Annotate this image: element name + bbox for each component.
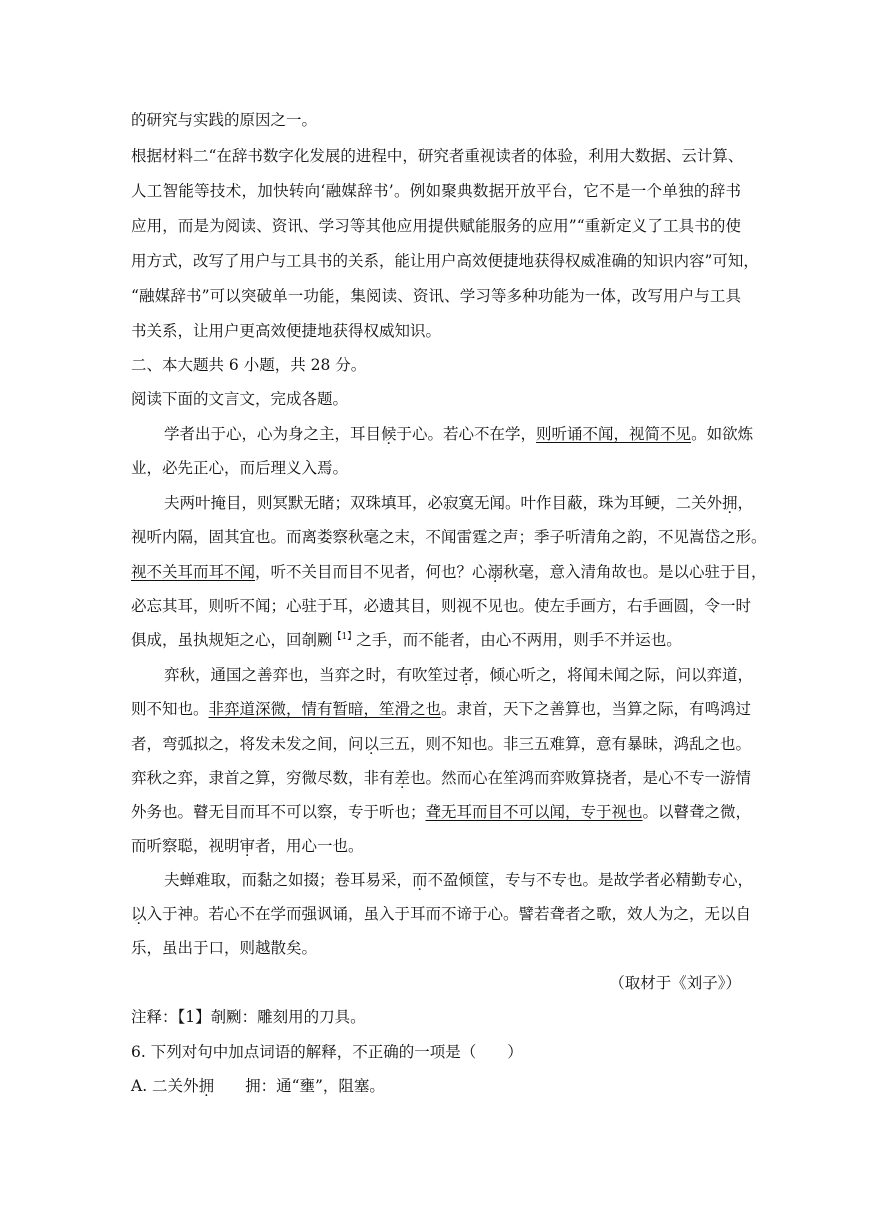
passage-text: 弈秋，通国之善弈也，当弈之时，有吹笙过 xyxy=(164,666,459,684)
passage-p1-line-1 xyxy=(164,424,754,444)
passage-p2-line-4: 必忘其耳，则听不闻；心驻于耳，必遗其目，则视不见也。使左手画方，右手画圆，令一时 xyxy=(131,597,752,615)
passage-p3-line-6 xyxy=(131,836,741,856)
passage-text: 。如欲炼 xyxy=(691,425,754,443)
dotted-word: 以 xyxy=(363,735,380,753)
dotted-word: 而 xyxy=(412,871,428,889)
option-text: 拥：通“壅”，阻塞。 xyxy=(214,1077,385,1095)
underlined-sentence: 聋无耳而目不可以闻，专于视也 xyxy=(425,803,643,821)
passage-text: 夫两叶掩目，则冥默无睹；双珠填耳，必寂寞无闻。叶作目蔽，珠为耳鲠，二关外 xyxy=(164,494,723,512)
passage-text: ，听不关目而目不见者，何也？心 xyxy=(255,563,488,581)
dotted-word: 候 xyxy=(381,425,397,443)
passage-text: 而听察聪，视明 xyxy=(131,837,240,855)
dotted-word: 审 xyxy=(239,837,256,855)
reading-instruction: 阅读下面的文言文，完成各题。 xyxy=(131,390,349,408)
passage-text: 外务也。瞽无目而耳不可以察，专于听也； xyxy=(131,803,426,821)
section-heading: 二、本大题共 6 小题，共 28 分。 xyxy=(131,356,367,374)
text-line-7: 书关系，让用户更高效便捷地获得权威知识。 xyxy=(131,322,442,340)
passage-text: 于心。若心不在学， xyxy=(396,425,537,443)
option-a xyxy=(131,1076,741,1096)
passage-p3-line-1 xyxy=(164,665,754,685)
dotted-word: 以 xyxy=(131,905,147,923)
text-line-5: 用方式，改写了用户与工具书的关系，能让用户高效便捷地获得权威准确的知识内容”可知， xyxy=(131,252,759,270)
source-citation: （取材于《刘子》） xyxy=(609,974,741,992)
passage-text: ， xyxy=(737,494,754,512)
footnote-marker: 【1】 xyxy=(332,631,357,642)
text-line-2: 根据材料二“在辞书数字化发展的进程中，研究者重视读者的体验，利用大数据、云计算、 xyxy=(131,147,744,165)
text-line-3: 人工智能等技术，加快转向‘融媒辞书’。例如聚典数据开放平台，它不是一个单独的辞书 xyxy=(131,182,741,200)
passage-p1-line-2: 业，必先正心，而后理义入焉。 xyxy=(131,459,349,477)
passage-p2-line-1 xyxy=(164,493,754,513)
passage-text: 者，弯弧拟之，将发未发之间，问 xyxy=(131,735,364,753)
text-line-6: “融媒辞书”可以突破单一功能，集阅读、资讯、学习等多种功能为一体，改写用户与工具 xyxy=(131,287,741,305)
passage-text: 则不知也。 xyxy=(131,700,209,718)
passage-p4-line-2 xyxy=(131,904,752,924)
passage-p4-line-1 xyxy=(164,870,754,890)
dotted-word: 者 xyxy=(458,666,475,684)
passage-p4-line-3: 乐，虽出于口，则越散矣。 xyxy=(131,939,318,957)
passage-p2-line-2: 视听内隔，固其宜也。而离娄察秋毫之末，不闻雷霆之声；季子听清角之韵，不见嵩岱之形。 xyxy=(131,528,767,546)
passage-text: 者，用心一也。 xyxy=(255,837,364,855)
underlined-sentence: 非弈道深微，情有暂暗，笙滑之也 xyxy=(208,700,442,718)
underlined-sentence: 则听诵不闻，视简不见 xyxy=(536,425,692,443)
passage-text: 三五，则不知也。非三五难算，意有暴昧，鸿乱之也。 xyxy=(379,735,752,753)
passage-p3-line-5 xyxy=(131,802,752,822)
passage-p2-line-3 xyxy=(131,562,767,582)
passage-text: 。隶首，天下之善算也，当算之际，有鸣鸿过 xyxy=(441,700,752,718)
passage-text: 。以瞽聋之微， xyxy=(642,803,752,821)
question-6: 6. 下列对句中加点词语的解释，不正确的一项是（ ） xyxy=(131,1043,523,1061)
passage-p3-line-2 xyxy=(131,699,752,719)
dotted-word: 溺 xyxy=(487,563,504,581)
passage-text: 夫蝉难取，而黏之如掇；卷耳易采， xyxy=(164,871,413,889)
dotted-word: 拥 xyxy=(198,1077,215,1095)
passage-text: 不盈倾筐，专与不专也。是故学者必精勤专心， xyxy=(427,871,754,889)
passage-text: 弈秋之弈，隶首之算，穷微尽数，非有 xyxy=(131,769,395,787)
passage-p3-line-4 xyxy=(131,768,752,788)
dotted-word: 差 xyxy=(394,769,411,787)
underlined-sentence: 视不关耳而耳不闻 xyxy=(131,563,256,581)
passage-text: 入于神。若心不在学而强讽诵，虽入于耳而不谛于心。譬若聋者之歌，效人为之，无以自 xyxy=(146,905,752,923)
passage-p3-line-3 xyxy=(131,734,752,754)
passage-text: 之手，而不能者，由心不两用，则手不并运也。 xyxy=(356,631,682,649)
option-text: A. 二关外 xyxy=(131,1077,199,1095)
text-line-1: 的研究与实践的原因之一。 xyxy=(131,111,318,129)
footnote: 注释：【1】剞劂：雕刻用的刀具。 xyxy=(131,1008,366,1026)
passage-text: 秋毫，意入清角故也。是以心驻于目， xyxy=(503,563,767,581)
passage-text: 也。然而心在笙鸿而弈败算挠者，是心不专一游情 xyxy=(410,769,752,787)
text-line-4: 应用，而是为阅读、资讯、学习等其他应用提供赋能服务的应用”“重新定义了工具书的使 xyxy=(131,217,741,235)
passage-text: 俱成，虽执规矩之心，回剞劂 xyxy=(131,631,333,649)
passage-text: 学者出于心，心为身之主，耳目 xyxy=(164,425,382,443)
passage-p2-line-5 xyxy=(131,630,741,650)
passage-text: ，倾心听之，将闻未闻之际，问以弈道， xyxy=(474,666,754,684)
dotted-word: 拥 xyxy=(722,494,738,512)
